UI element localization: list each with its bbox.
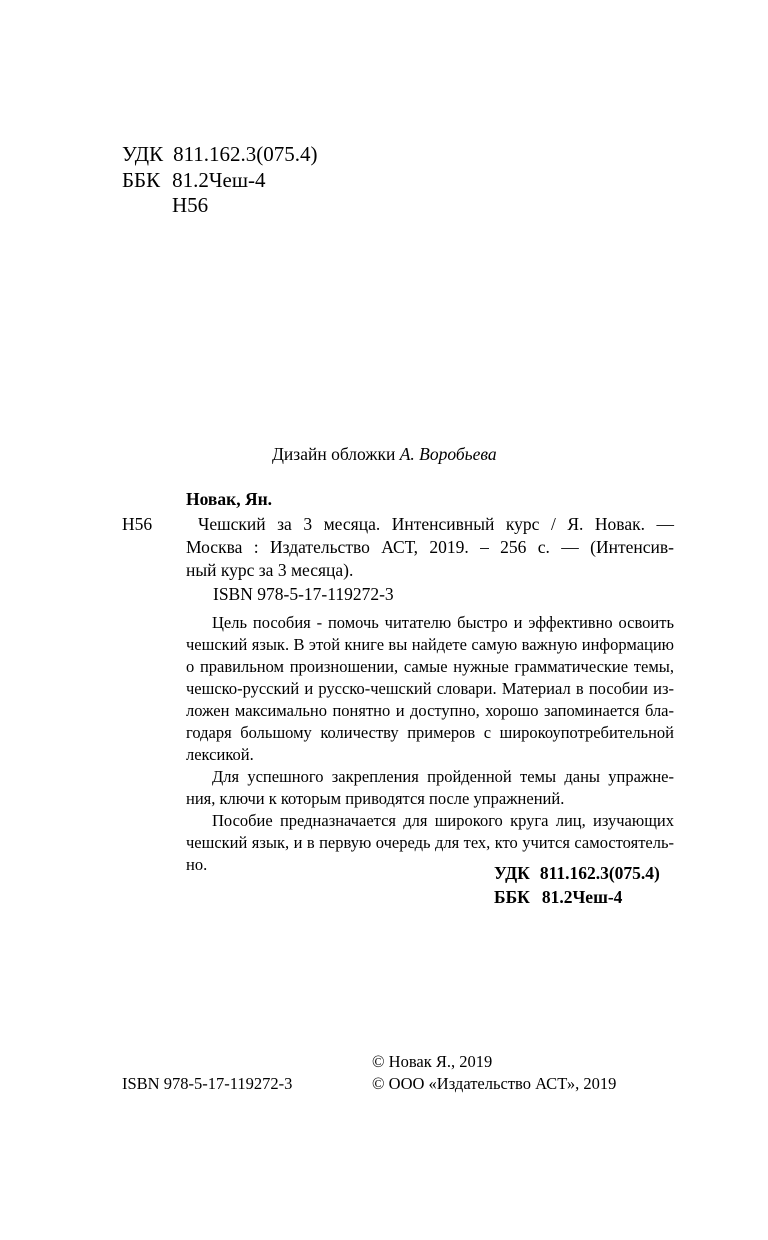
entry-isbn: ISBN 978-5-17-119272-3 <box>213 584 394 604</box>
entry-author: Новак, Ян. <box>186 489 273 509</box>
top-bbk-label: ББК <box>122 168 161 192</box>
top-bbk-line <box>122 168 266 192</box>
annotation-line: ложен максимально понятно и доступно, хорошо запоминается бла- <box>186 701 674 720</box>
annotation-line: годаря большому количеству примеров с широкоупотребительной <box>186 723 674 742</box>
top-udk-value: 811.162.3(075.4) <box>173 142 318 166</box>
annotation-line: Цель пособия - помочь читателю быстро и эффективно освоить <box>212 613 674 632</box>
top-udk-line <box>122 142 318 166</box>
entry-bib-line: Чешский за 3 месяца. Интенсивный курс / Я. Новак. — <box>198 514 674 534</box>
annotation-line: чешский язык, и в первую очередь для тех, кто учится самостоятель- <box>186 833 674 852</box>
annotation-line: но. <box>186 855 208 874</box>
cover-design-label: Дизайн обложки <box>272 444 396 464</box>
cover-design-credit <box>272 443 497 465</box>
bottom-bbk-label: ББК <box>494 887 530 907</box>
annotation-line: Пособие предназначается для широкого круга лиц, изучающих <box>212 811 674 830</box>
top-udk-label: УДК <box>122 142 164 166</box>
annotation-line: о правильном произношении, самые нужные грамматические темы, <box>186 657 674 676</box>
bottom-udk-label: УДК <box>494 863 530 883</box>
annotation-line: Для успешного закрепления пройденной темы даны упражне- <box>212 767 674 786</box>
cover-designer-name: А. Воробьева <box>399 444 497 464</box>
top-bbk-value: 81.2Чеш-4 <box>172 168 266 192</box>
top-author-mark: Н56 <box>172 193 209 217</box>
entry-bib-line: Москва : Издательство АСТ, 2019. – 256 с. — (Интенсив- <box>186 537 674 557</box>
annotation-line: ния, ключи к которым приводятся после упражнений. <box>186 789 565 808</box>
bottom-udk-line <box>494 862 660 884</box>
entry-bib-block <box>186 513 674 583</box>
footer-isbn: ISBN 978-5-17-119272-3 <box>122 1074 293 1093</box>
footer-copyright-publisher: © ООО «Издательство АСТ», 2019 <box>372 1074 617 1093</box>
annotation-line: лексикой. <box>186 745 254 764</box>
bottom-bbk-value: 81.2Чеш-4 <box>541 887 623 907</box>
bottom-udk-value: 811.162.3(075.4) <box>539 863 660 883</box>
annotation-line: чешско-русский и русско-чешский словари. Материал в пособии из- <box>186 679 674 698</box>
annotation-line: чешский язык. В этой книге вы найдете самую важную информацию <box>186 635 674 654</box>
entry-bib-line: ный курс за 3 месяца). <box>186 560 354 580</box>
entry-mark: Н56 <box>122 514 153 534</box>
bottom-bbk-line <box>494 886 622 908</box>
footer-copyright-author: © Новак Я., 2019 <box>372 1052 493 1071</box>
